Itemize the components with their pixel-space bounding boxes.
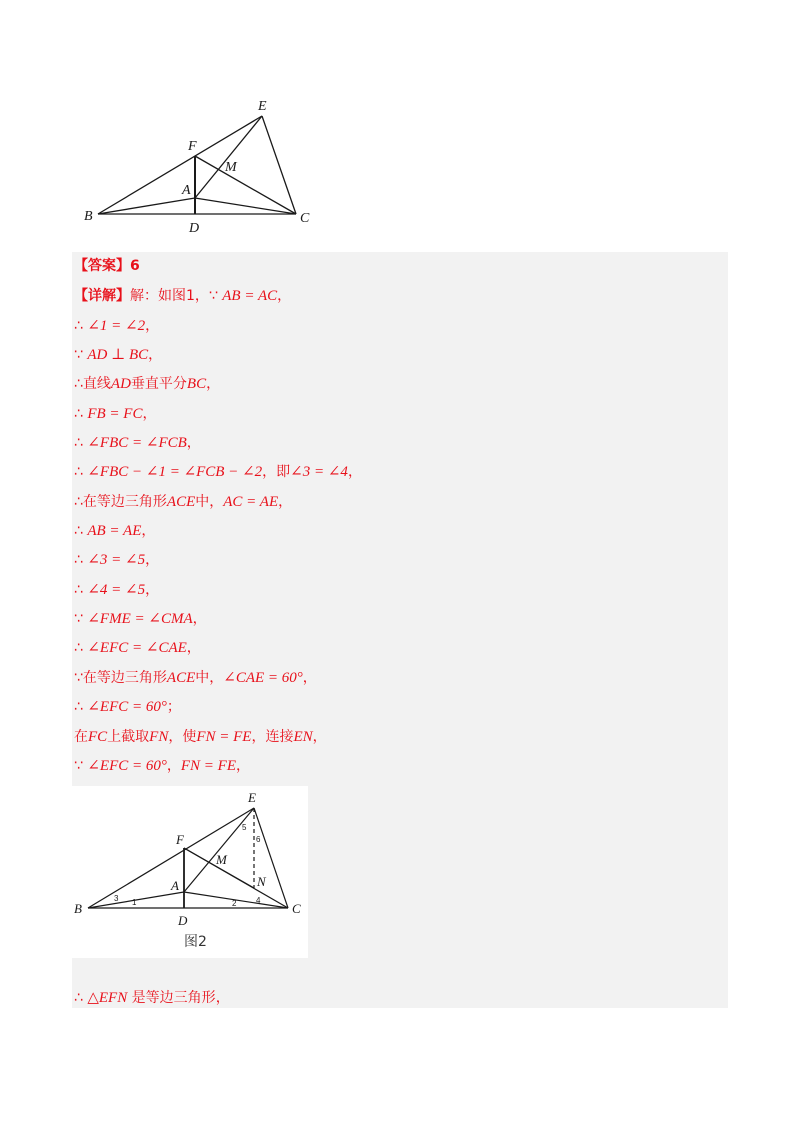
proof-line-9 (74, 521, 155, 541)
math-seg: ∠EFC = 60° (87, 758, 167, 774)
text-seg: ， (312, 729, 327, 745)
text-seg: ∴ (74, 464, 88, 480)
label-d: D (178, 913, 188, 928)
text-seg: ； (166, 699, 181, 715)
proof-line-8 (74, 492, 292, 512)
proof-line-2 (74, 316, 159, 336)
text-seg: ， (277, 288, 292, 304)
text-seg: ， (186, 435, 201, 451)
math-seg: ∠FBC = ∠FCB (87, 435, 187, 451)
text-seg: ∴ (74, 552, 88, 568)
text-seg: ， (192, 611, 207, 627)
text-seg: 垂直平分 (130, 376, 187, 392)
math-seg: AB = AC (222, 288, 278, 304)
text-seg: ∴ (74, 435, 88, 451)
math-seg: ∠FME = ∠CMA (87, 611, 193, 627)
label-b: B (84, 209, 93, 224)
label-a: A (171, 878, 179, 893)
figure-1-svg (80, 96, 320, 236)
text-seg: ， (236, 758, 251, 774)
math-seg: ∠4 = ∠5 (87, 582, 146, 598)
math-seg: ACE (166, 494, 196, 510)
segment-ae (184, 808, 254, 892)
figure-2-caption: 图2 (184, 934, 207, 950)
text-seg: 在 (74, 729, 88, 745)
label-a: A (182, 183, 191, 198)
proof-line-17 (74, 756, 250, 776)
proof-line-3 (74, 345, 162, 365)
label-e: E (248, 790, 256, 805)
math-seg: ∠1 = ∠2 (87, 318, 146, 334)
math-seg: BC (186, 376, 207, 392)
proof-line-12 (74, 609, 207, 629)
math-seg: ∠3 = ∠4 (290, 464, 348, 480)
segment-fc (195, 156, 296, 214)
figure-2-svg (72, 786, 308, 958)
text-seg: ，使 (168, 729, 197, 745)
text-seg: ，即 (262, 464, 291, 480)
proof-line-16 (74, 727, 327, 747)
angle-label-2: 2 (232, 899, 237, 908)
text-seg: ， (142, 406, 157, 422)
label-b: B (74, 901, 82, 916)
label-n: N (257, 874, 266, 889)
angle-label-1: 1 (132, 898, 137, 907)
text-seg: ， (141, 523, 156, 539)
text-seg: ， (145, 552, 160, 568)
math-seg: AD ⊥ BC (87, 347, 149, 363)
answer-tag: 【答案】 (74, 258, 130, 274)
text-seg: ∵ (74, 611, 88, 627)
math-seg: FN = FE (180, 758, 237, 774)
proof-line-14 (74, 668, 317, 688)
math-seg: △EFN (87, 990, 128, 1006)
math-seg: AB = AE (87, 523, 142, 539)
label-c: C (300, 211, 310, 226)
angle-label-5: 5 (242, 823, 247, 832)
proof-line-7 (74, 462, 362, 482)
text-seg: ∴ (74, 406, 88, 422)
proof-line-15 (74, 697, 181, 717)
proof-line-6 (74, 433, 201, 453)
text-seg: 是等边三角形 (127, 990, 216, 1006)
segment-ae (195, 116, 262, 198)
text-seg: ∴ (74, 990, 88, 1006)
text-seg: ∵ (74, 758, 88, 774)
text-seg: ∵ (74, 347, 88, 363)
text-seg: ， (206, 376, 221, 392)
segment-be (98, 116, 262, 214)
math-seg: FN = FE (196, 729, 252, 745)
label-f: F (188, 139, 197, 154)
text-seg: ∴直线 (74, 376, 111, 392)
label-d: D (189, 221, 200, 236)
text-seg: ， (148, 347, 163, 363)
text-seg: ， (302, 670, 317, 686)
label-e: E (258, 99, 267, 114)
text-seg: ∴ (74, 318, 88, 334)
math-seg: ∠EFC = 60° (87, 699, 167, 715)
text-seg: ∴在等边三角形 (74, 494, 167, 510)
text-seg: ， (145, 318, 160, 334)
text-seg: 上截取 (107, 729, 150, 745)
label-m: M (225, 160, 237, 175)
text-seg: ∴ (74, 523, 88, 539)
text-seg: 中， (195, 494, 224, 510)
text-seg: ， (186, 640, 201, 656)
math-seg: EN (293, 729, 313, 745)
proof-line-11 (74, 580, 159, 600)
math-seg: ∠CAE = 60° (223, 670, 303, 686)
math-seg: ACE (166, 670, 196, 686)
proof-line-5 (74, 404, 156, 424)
text-seg: 中， (195, 670, 224, 686)
label-c: C (292, 901, 301, 916)
angle-label-3: 3 (114, 894, 119, 903)
label-m: M (216, 852, 227, 867)
angle-label-4: 4 (256, 896, 261, 905)
answer-value: 6 (130, 258, 140, 274)
proof-line-4 (74, 374, 220, 394)
text-seg: 解：如图1，∵ (130, 288, 223, 304)
segment-ec (254, 808, 288, 908)
text-seg: ， (215, 990, 230, 1006)
proof-line-18 (74, 988, 230, 1008)
proof-line-13 (74, 638, 201, 658)
math-seg: ∠EFC = ∠CAE (87, 640, 187, 656)
angle-label-6: 6 (256, 835, 261, 844)
math-seg: FB = FC (87, 406, 143, 422)
math-seg: ∠3 = ∠5 (87, 552, 146, 568)
figure-1 (80, 96, 320, 236)
text-seg: ， (166, 758, 181, 774)
label-f: F (176, 832, 184, 847)
detail-tag: 【详解】 (74, 288, 130, 304)
figure-2 (72, 786, 308, 958)
text-seg: ， (145, 582, 160, 598)
text-seg: ，连接 (251, 729, 294, 745)
detail-line-1 (74, 286, 291, 306)
math-seg: FN (149, 729, 169, 745)
math-seg: ∠FBC − ∠1 = ∠FCB − ∠2 (87, 464, 263, 480)
text-seg: ∴ (74, 582, 88, 598)
text-seg: ∴ (74, 699, 88, 715)
text-seg: ， (278, 494, 293, 510)
proof-line-10 (74, 550, 159, 570)
segment-ec (262, 116, 296, 214)
math-seg: AC = AE (223, 494, 279, 510)
text-seg: ， (347, 464, 362, 480)
segment-be (88, 808, 254, 908)
answer-line (74, 256, 140, 276)
math-seg: AD (110, 376, 131, 392)
text-seg: ∴ (74, 640, 88, 656)
text-seg: ∵在等边三角形 (74, 670, 167, 686)
math-seg: FC (88, 729, 108, 745)
